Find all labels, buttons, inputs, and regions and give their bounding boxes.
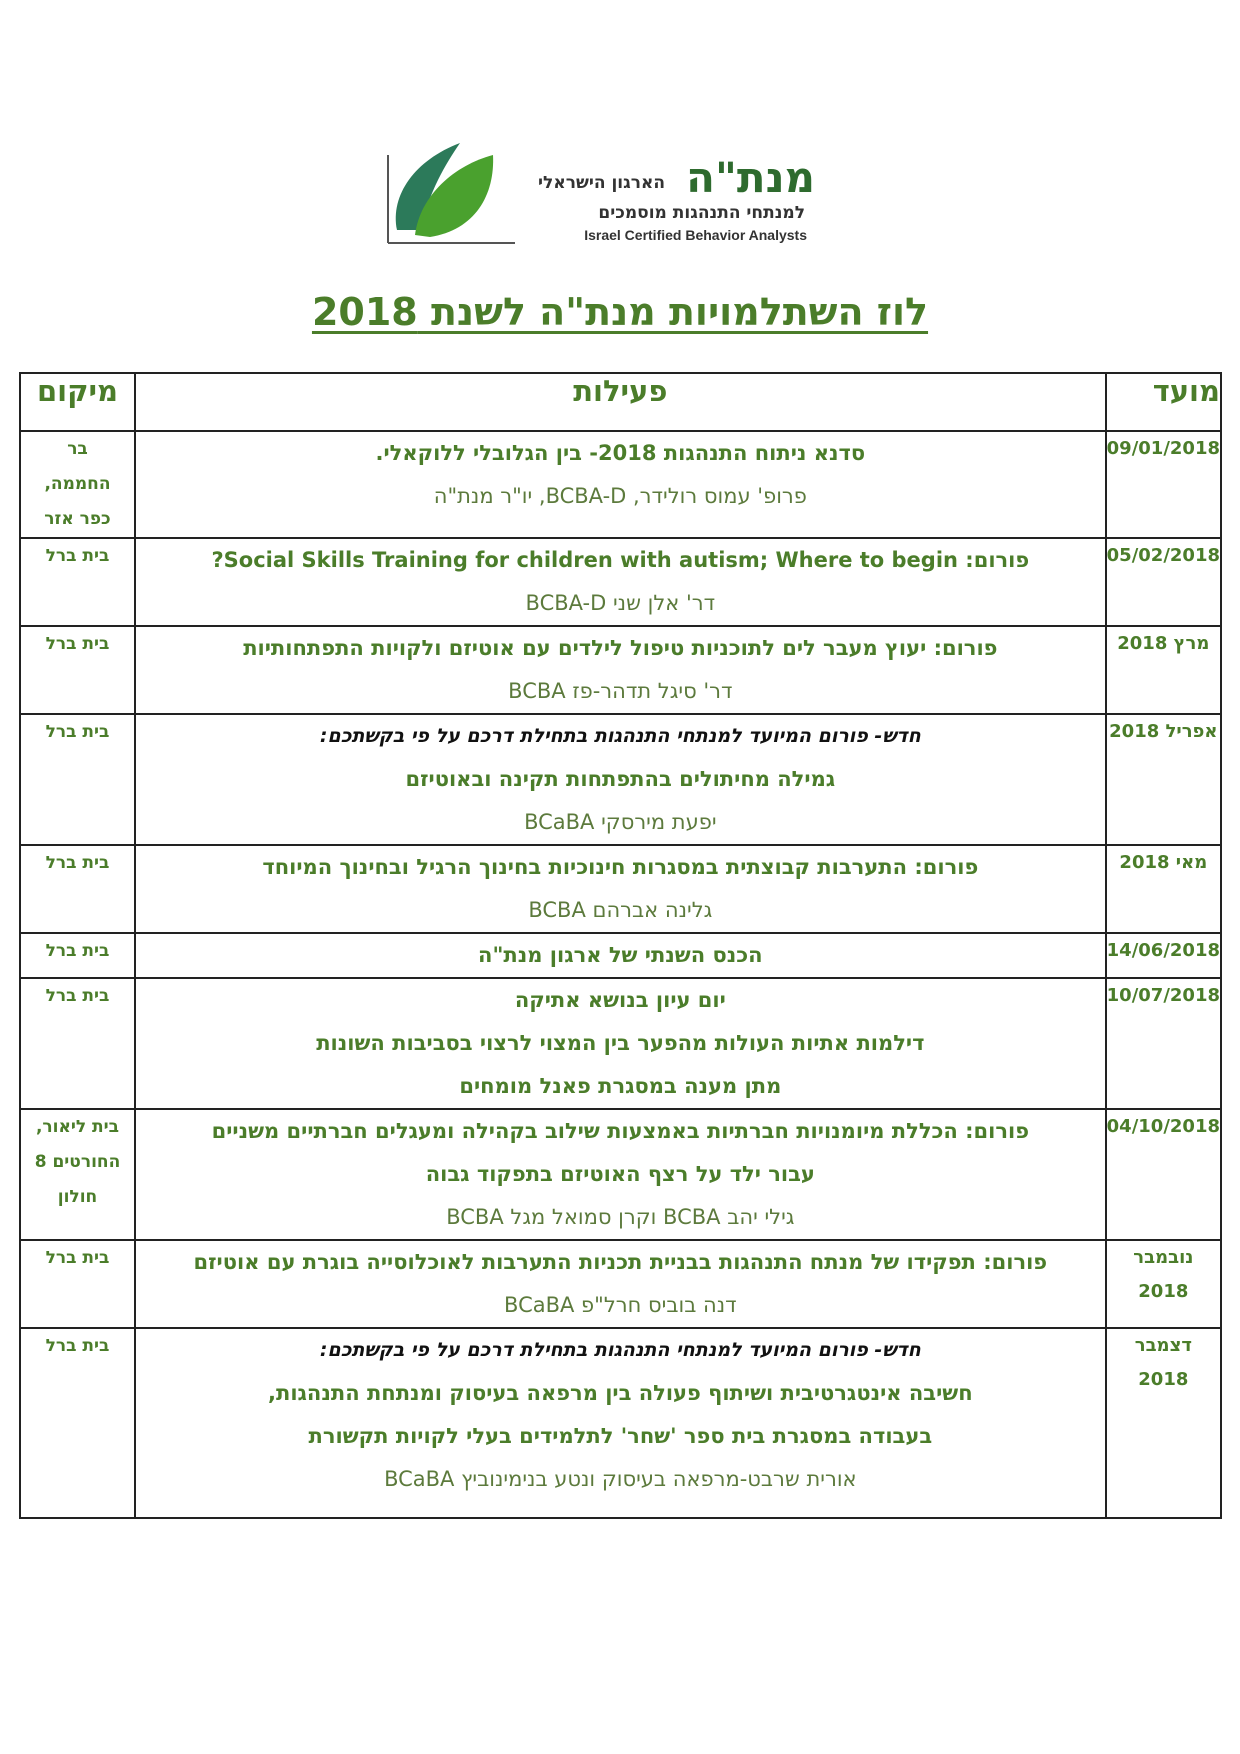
org-name-line2: למנתחי התנהגות מוסמכים xyxy=(598,203,805,223)
brand-name: מנת"ה xyxy=(686,153,815,202)
activity-line: בעבודה במסגרת בית ספר 'שחר' לתלמידים בעלי לקויות תקשורת xyxy=(308,1424,933,1448)
activity-line: עבור ילד על רצף האוטיזם בתפקוד גבוה xyxy=(425,1162,815,1186)
leaf-logo-icon xyxy=(385,135,515,250)
org-name-line1: הארגון הישראלי xyxy=(538,173,665,193)
activity-line: חשיבה אינטגרטיבית ושיתוף פעולה בין מרפאה בעיסוק ומנתחת התנהגות, xyxy=(268,1381,973,1405)
activity-line: סדנא ניתוח התנהגות 2018- בין הגלובלי ללוקאלי. xyxy=(375,441,866,465)
date-text: 2018 xyxy=(1138,1281,1189,1302)
place-text: בית ברל xyxy=(45,1248,110,1268)
row-date xyxy=(1106,714,1221,845)
row-date xyxy=(1106,845,1221,933)
row-place xyxy=(20,978,135,1109)
row-place xyxy=(20,626,135,714)
place-text: בר xyxy=(67,439,88,459)
schedule-table xyxy=(19,372,1222,1519)
activity-line: פורום: תפקידו של מנתח התנהגות בבניית תכניות התערבות לאוכלוסייה בוגרת עם אוטיזם xyxy=(193,1250,1048,1274)
place-text: החורטים 8 xyxy=(34,1152,121,1172)
activity-line: הכנס השנתי של ארגון מנת"ה xyxy=(478,943,763,967)
row-activity xyxy=(135,1328,1106,1518)
date-text: 09/01/2018 xyxy=(1106,438,1220,459)
table-row xyxy=(20,1328,1221,1518)
header-place: מיקום xyxy=(20,373,135,431)
row-place xyxy=(20,1109,135,1240)
activity-line: גילי יהב BCBA וקרן סמואל מגל BCBA xyxy=(446,1205,795,1229)
date-text: דצמבר 2018 xyxy=(1134,1335,1192,1390)
activity-line: פורום: יעוץ מעבר לים לתוכניות טיפול לילדים עם אוטיזם ולקויות התפתחותיות xyxy=(243,636,998,660)
place-text: החממה, xyxy=(44,474,111,494)
place-text: בית ברל xyxy=(45,634,110,654)
row-place xyxy=(20,538,135,626)
header-activities: פעילות xyxy=(135,373,1106,431)
activity-line: דילמות אתיות העולות מהפער בין המצוי לרצוי בסביבות השונות xyxy=(316,1031,925,1055)
row-date xyxy=(1106,431,1221,538)
place-text: בית ברל xyxy=(45,941,110,961)
activity-line: פרופ' עמוס רולידר, BCBA-D, יו"ר מנת"ה xyxy=(433,484,807,508)
table-row xyxy=(20,626,1221,714)
row-place xyxy=(20,1328,135,1518)
activity-line: פורום: התערבות קבוצתית במסגרות חינוכיות בחינוך הרגיל ובחינוך המיוחד xyxy=(262,855,979,879)
row-activity xyxy=(135,1109,1106,1240)
activity-line: גמילה מחיתולים בהתפתחות תקינה ובאוטיזם xyxy=(405,767,836,791)
table-row xyxy=(20,978,1221,1109)
row-activity xyxy=(135,538,1106,626)
table-row xyxy=(20,1109,1221,1240)
row-activity xyxy=(135,431,1106,538)
place-text: בית ברל xyxy=(45,1336,110,1356)
table-row xyxy=(20,1240,1221,1328)
row-date xyxy=(1106,1109,1221,1240)
date-text: אפריל 2018 xyxy=(1109,721,1218,742)
row-date xyxy=(1106,933,1221,978)
activity-line: דר' אלן שני BCBA-D xyxy=(525,591,716,615)
row-date xyxy=(1106,1328,1221,1518)
table-row xyxy=(20,431,1221,538)
activity-line: יום עיון בנושא אתיקה xyxy=(514,988,726,1012)
row-activity xyxy=(135,978,1106,1109)
activity-line: מתן מענה במסגרת פאנל מומחים xyxy=(459,1074,782,1098)
table-row xyxy=(20,714,1221,845)
date-text: מאי 2018 xyxy=(1119,852,1208,873)
date-text: 04/10/2018 xyxy=(1106,1116,1220,1137)
table-row xyxy=(20,845,1221,933)
activity-line: גלינה אברהם BCBA xyxy=(528,898,713,922)
date-text: 10/07/2018 xyxy=(1106,985,1220,1006)
row-activity xyxy=(135,845,1106,933)
place-text: בית ברל xyxy=(45,853,110,873)
row-date xyxy=(1106,978,1221,1109)
row-activity xyxy=(135,1240,1106,1328)
table-header-row xyxy=(20,373,1221,431)
date-text: נובמבר xyxy=(1133,1247,1194,1268)
place-text: בית ברל xyxy=(45,546,110,566)
activity-line: פורום: Social Skills Training for children with autism; Where to begin? xyxy=(211,548,1030,572)
activity-line: חדש- פורום המיועד למנתחי התנהגות בתחילת דרכם על פי בקשתכם: xyxy=(319,1339,921,1361)
table-row xyxy=(20,933,1221,978)
date-text: 14/06/2018 xyxy=(1106,940,1220,961)
header-date: מועד xyxy=(1106,373,1221,431)
row-place xyxy=(20,714,135,845)
place-text: בית ברל xyxy=(45,722,110,742)
activity-line: פורום: הכללת מיומנויות חברתיות באמצעות שילוב בקהילה ומעגלים חברתיים משניים xyxy=(211,1119,1030,1143)
row-activity xyxy=(135,933,1106,978)
activity-line: יפעת מירסקי BCaBA xyxy=(524,810,717,834)
place-text: כפר אזר xyxy=(44,509,111,529)
row-date xyxy=(1106,1240,1221,1328)
place-text: בית ברל xyxy=(45,986,110,1006)
row-place xyxy=(20,431,135,538)
activity-line: דר' סיגל תדהר-פז BCBA xyxy=(508,679,733,703)
row-place xyxy=(20,845,135,933)
row-activity xyxy=(135,626,1106,714)
date-text: 05/02/2018 xyxy=(1106,545,1220,566)
place-text: חולון xyxy=(57,1187,98,1207)
activity-line: אורית שרבט-מרפאה בעיסוק ונטע בנימינוביץ BCaBA xyxy=(384,1467,857,1491)
row-place xyxy=(20,1240,135,1328)
org-name-english: Israel Certified Behavior Analysts xyxy=(584,227,807,243)
logo xyxy=(385,135,825,250)
activity-line: חדש- פורום המיועד למנתחי התנהגות בתחילת דרכם על פי בקשתכם: xyxy=(319,725,921,747)
row-place xyxy=(20,933,135,978)
activity-line: דנה בוביס חרל"פ BCaBA xyxy=(504,1293,737,1317)
row-activity xyxy=(135,714,1106,845)
date-text: מרץ 2018 xyxy=(1117,633,1210,654)
row-date xyxy=(1106,538,1221,626)
row-date xyxy=(1106,626,1221,714)
page-title: לוז השתלמויות מנת"ה לשנת 2018 xyxy=(311,290,929,334)
place-text: בית ליאור, xyxy=(35,1117,120,1137)
table-row xyxy=(20,538,1221,626)
